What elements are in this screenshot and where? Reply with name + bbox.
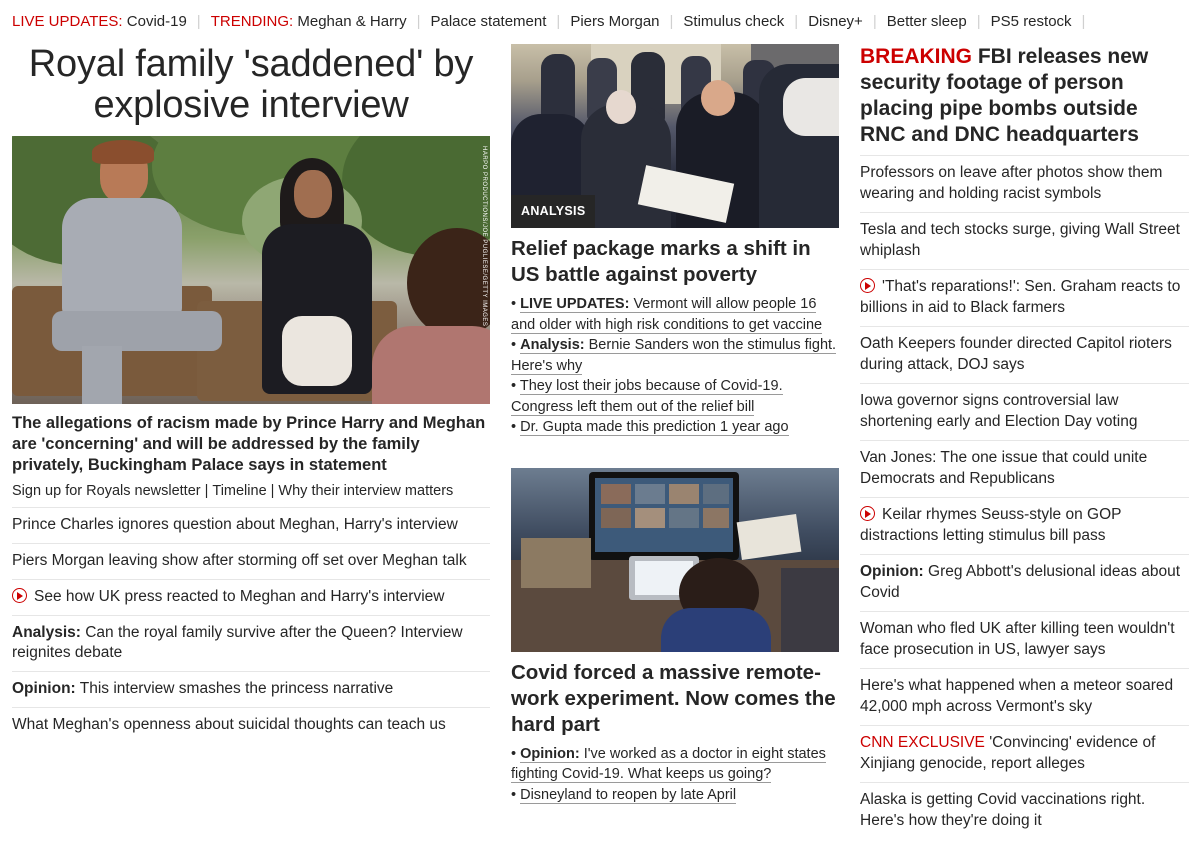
remote-work-image[interactable] [511, 468, 839, 652]
list-item[interactable] [12, 544, 490, 580]
breaking-text: FBI releases new security footage of person placing pipe bombs outside RNC and DNC headquarters [860, 45, 1149, 146]
breaking-label: BREAKING [860, 45, 973, 68]
bullet-link[interactable]: • They lost their jobs because of Covid-19. Congress left them out of the relief bill [511, 378, 783, 415]
bullet-link[interactable]: • Analysis: Bernie Sanders won the stimulus fight. Here's why [511, 337, 837, 374]
list-item-text: Alaska is getting Covid vaccinations right. Here's how they're doing it [860, 791, 1146, 829]
list-item[interactable] [12, 708, 490, 743]
divider: | [196, 12, 201, 30]
remote-work-headline[interactable]: Covid forced a massive remote-work experiment. Now comes the hard part [511, 660, 836, 736]
middle-story-column [511, 44, 839, 805]
trending-link-meghan-harry[interactable]: Meghan & Harry [297, 12, 407, 30]
live-updates-label: LIVE UPDATES: [12, 12, 123, 30]
list-item-text: Keilar rhymes Seuss-style on GOP distractions letting stimulus bill pass [860, 506, 1122, 544]
lead-story-image[interactable] [12, 136, 490, 404]
list-item[interactable] [860, 726, 1189, 783]
list-item-text: 'Convincing' evidence of Xinjiang genocide, report alleges [860, 734, 1156, 772]
list-item[interactable] [860, 783, 1189, 839]
list-item-text: Greg Abbott's delusional ideas about Covid [860, 563, 1181, 601]
trending-label: TRENDING: [210, 12, 294, 30]
list-item-text: Can the royal family survive after the Queen? Interview reignites debate [12, 624, 463, 661]
divider: | [669, 12, 674, 30]
bullet-text: They lost their jobs because of Covid-19. Congress left them out of the relief bill [511, 378, 783, 415]
bullet-text: I've worked as a doctor in eight states fighting Covid-19. What keeps us going? [511, 745, 826, 782]
trending-link-piers-morgan[interactable]: Piers Morgan [570, 12, 660, 30]
bullet-label: LIVE UPDATES: [520, 296, 630, 312]
lead-summary[interactable]: The allegations of racism made by Prince Harry and Meghan are 'concerning' and will be addressed by the family privately, Buckingham Palace says in statement [12, 414, 486, 474]
bullet-link[interactable]: • Opinion: I've worked as a doctor in eight states fighting Covid-19. What keeps us going? [511, 745, 826, 782]
divider: | [872, 12, 877, 30]
list-item-text: Oath Keepers founder directed Capitol rioters during attack, DOJ says [860, 335, 1172, 373]
bullet-label: Opinion: [520, 745, 580, 762]
bullet-link[interactable]: • Dr. Gupta made this prediction 1 year ago [511, 419, 789, 435]
list-item[interactable] [860, 555, 1189, 612]
list-item[interactable] [860, 384, 1189, 441]
play-circle-icon [12, 588, 27, 603]
list-item[interactable] [12, 580, 490, 616]
list-item-text: Piers Morgan leaving show after storming off set over Meghan talk [12, 552, 467, 569]
list-item[interactable] [12, 508, 490, 544]
list-item-text: Van Jones: The one issue that could unite Democrats and Republicans [860, 449, 1148, 487]
list-item[interactable] [12, 616, 490, 672]
headlines-column [860, 44, 1189, 839]
breaking-news-headline[interactable] [860, 44, 1189, 156]
list-item-text: What Meghan's openness about suicidal thoughts can teach us [12, 716, 446, 733]
headline-list [860, 156, 1189, 839]
list-item[interactable] [860, 213, 1189, 270]
interview-matters-link[interactable]: Why their interview matters [278, 483, 454, 499]
list-item-text: Iowa governor signs controversial law shortening early and Election Day voting [860, 392, 1138, 430]
play-circle-icon [860, 506, 875, 521]
lead-sublinks [12, 482, 490, 501]
trending-link-palace-statement[interactable]: Palace statement [430, 12, 547, 30]
bullet-label: Analysis: [520, 337, 585, 353]
list-item[interactable] [860, 498, 1189, 555]
analysis-badge: ANALYSIS [511, 195, 595, 228]
relief-package-headline[interactable]: Relief package marks a shift in US battle against poverty [511, 237, 811, 286]
lead-headline[interactable]: Royal family 'saddened' by explosive interview [28, 43, 474, 126]
image-credit: HARPO PRODUCTIONS/JOE PUGLIESE/GETTY IMAGES [481, 146, 487, 327]
list-item-text: This interview smashes the princess narrative [75, 680, 394, 697]
divider: | [416, 12, 421, 30]
list-item-text: Woman who fled UK after killing teen wouldn't face prosecution in US, lawyer says [860, 620, 1175, 658]
divider: | [976, 12, 981, 30]
list-item-prefix: Opinion: [860, 563, 924, 580]
list-item[interactable] [860, 270, 1189, 327]
trending-link-ps5-restock[interactable]: PS5 restock [990, 12, 1072, 30]
trending-link-stimulus-check[interactable]: Stimulus check [683, 12, 785, 30]
divider: | [270, 483, 275, 499]
list-item-text: Here's what happened when a meteor soared 42,000 mph across Vermont's sky [860, 677, 1174, 715]
list-item-text: Professors on leave after photos show them wearing and holding racist symbols [860, 164, 1163, 202]
bullet-text: Vermont will allow people 16 and older with high risk conditions to get vaccine [511, 296, 823, 333]
divider: | [204, 483, 209, 499]
trending-bar [12, 10, 1095, 32]
relief-package-bullets [511, 294, 839, 438]
list-item[interactable] [860, 156, 1189, 213]
list-item-text: 'That's reparations!': Sen. Graham reacts to billions in aid to Black farmers [860, 278, 1181, 316]
trending-link-better-sleep[interactable]: Better sleep [886, 12, 967, 30]
lead-related-list [12, 507, 490, 743]
live-updates-link[interactable]: Covid-19 [126, 12, 187, 30]
list-item-text: Tesla and tech stocks surge, giving Wall Street whiplash [860, 221, 1180, 259]
divider: | [1081, 12, 1086, 30]
bullet-link[interactable]: • Disneyland to reopen by late April [511, 786, 737, 803]
divider: | [556, 12, 561, 30]
play-circle-icon [860, 278, 875, 293]
list-item[interactable] [12, 672, 490, 708]
list-item-prefix: Analysis: [12, 624, 81, 641]
bullet-text: Disneyland to reopen by late April [520, 786, 737, 803]
list-item[interactable] [860, 669, 1189, 726]
bullet-text: Dr. Gupta made this prediction 1 year ago [520, 419, 789, 435]
list-item[interactable] [860, 441, 1189, 498]
timeline-link[interactable]: Timeline [212, 483, 267, 499]
bullet-text: Bernie Sanders won the stimulus fight. Here's why [511, 337, 837, 374]
lead-story-column [12, 44, 490, 743]
royals-newsletter-link[interactable]: Sign up for Royals newsletter [12, 483, 201, 499]
bullet-link[interactable]: • LIVE UPDATES: Vermont will allow people 16 and older with high risk conditions to get vaccine [511, 296, 823, 333]
trending-link-disney-plus[interactable]: Disney+ [808, 12, 863, 30]
list-item-text: Prince Charles ignores question about Meghan, Harry's interview [12, 516, 458, 533]
relief-package-image[interactable] [511, 44, 839, 228]
list-item-text: See how UK press reacted to Meghan and Harry's interview [34, 588, 445, 605]
list-item[interactable] [860, 612, 1189, 669]
exclusive-label: CNN EXCLUSIVE [860, 734, 985, 751]
list-item[interactable] [860, 327, 1189, 384]
list-item-prefix: Opinion: [12, 680, 76, 697]
divider: | [794, 12, 799, 30]
remote-work-bullets [511, 744, 839, 806]
